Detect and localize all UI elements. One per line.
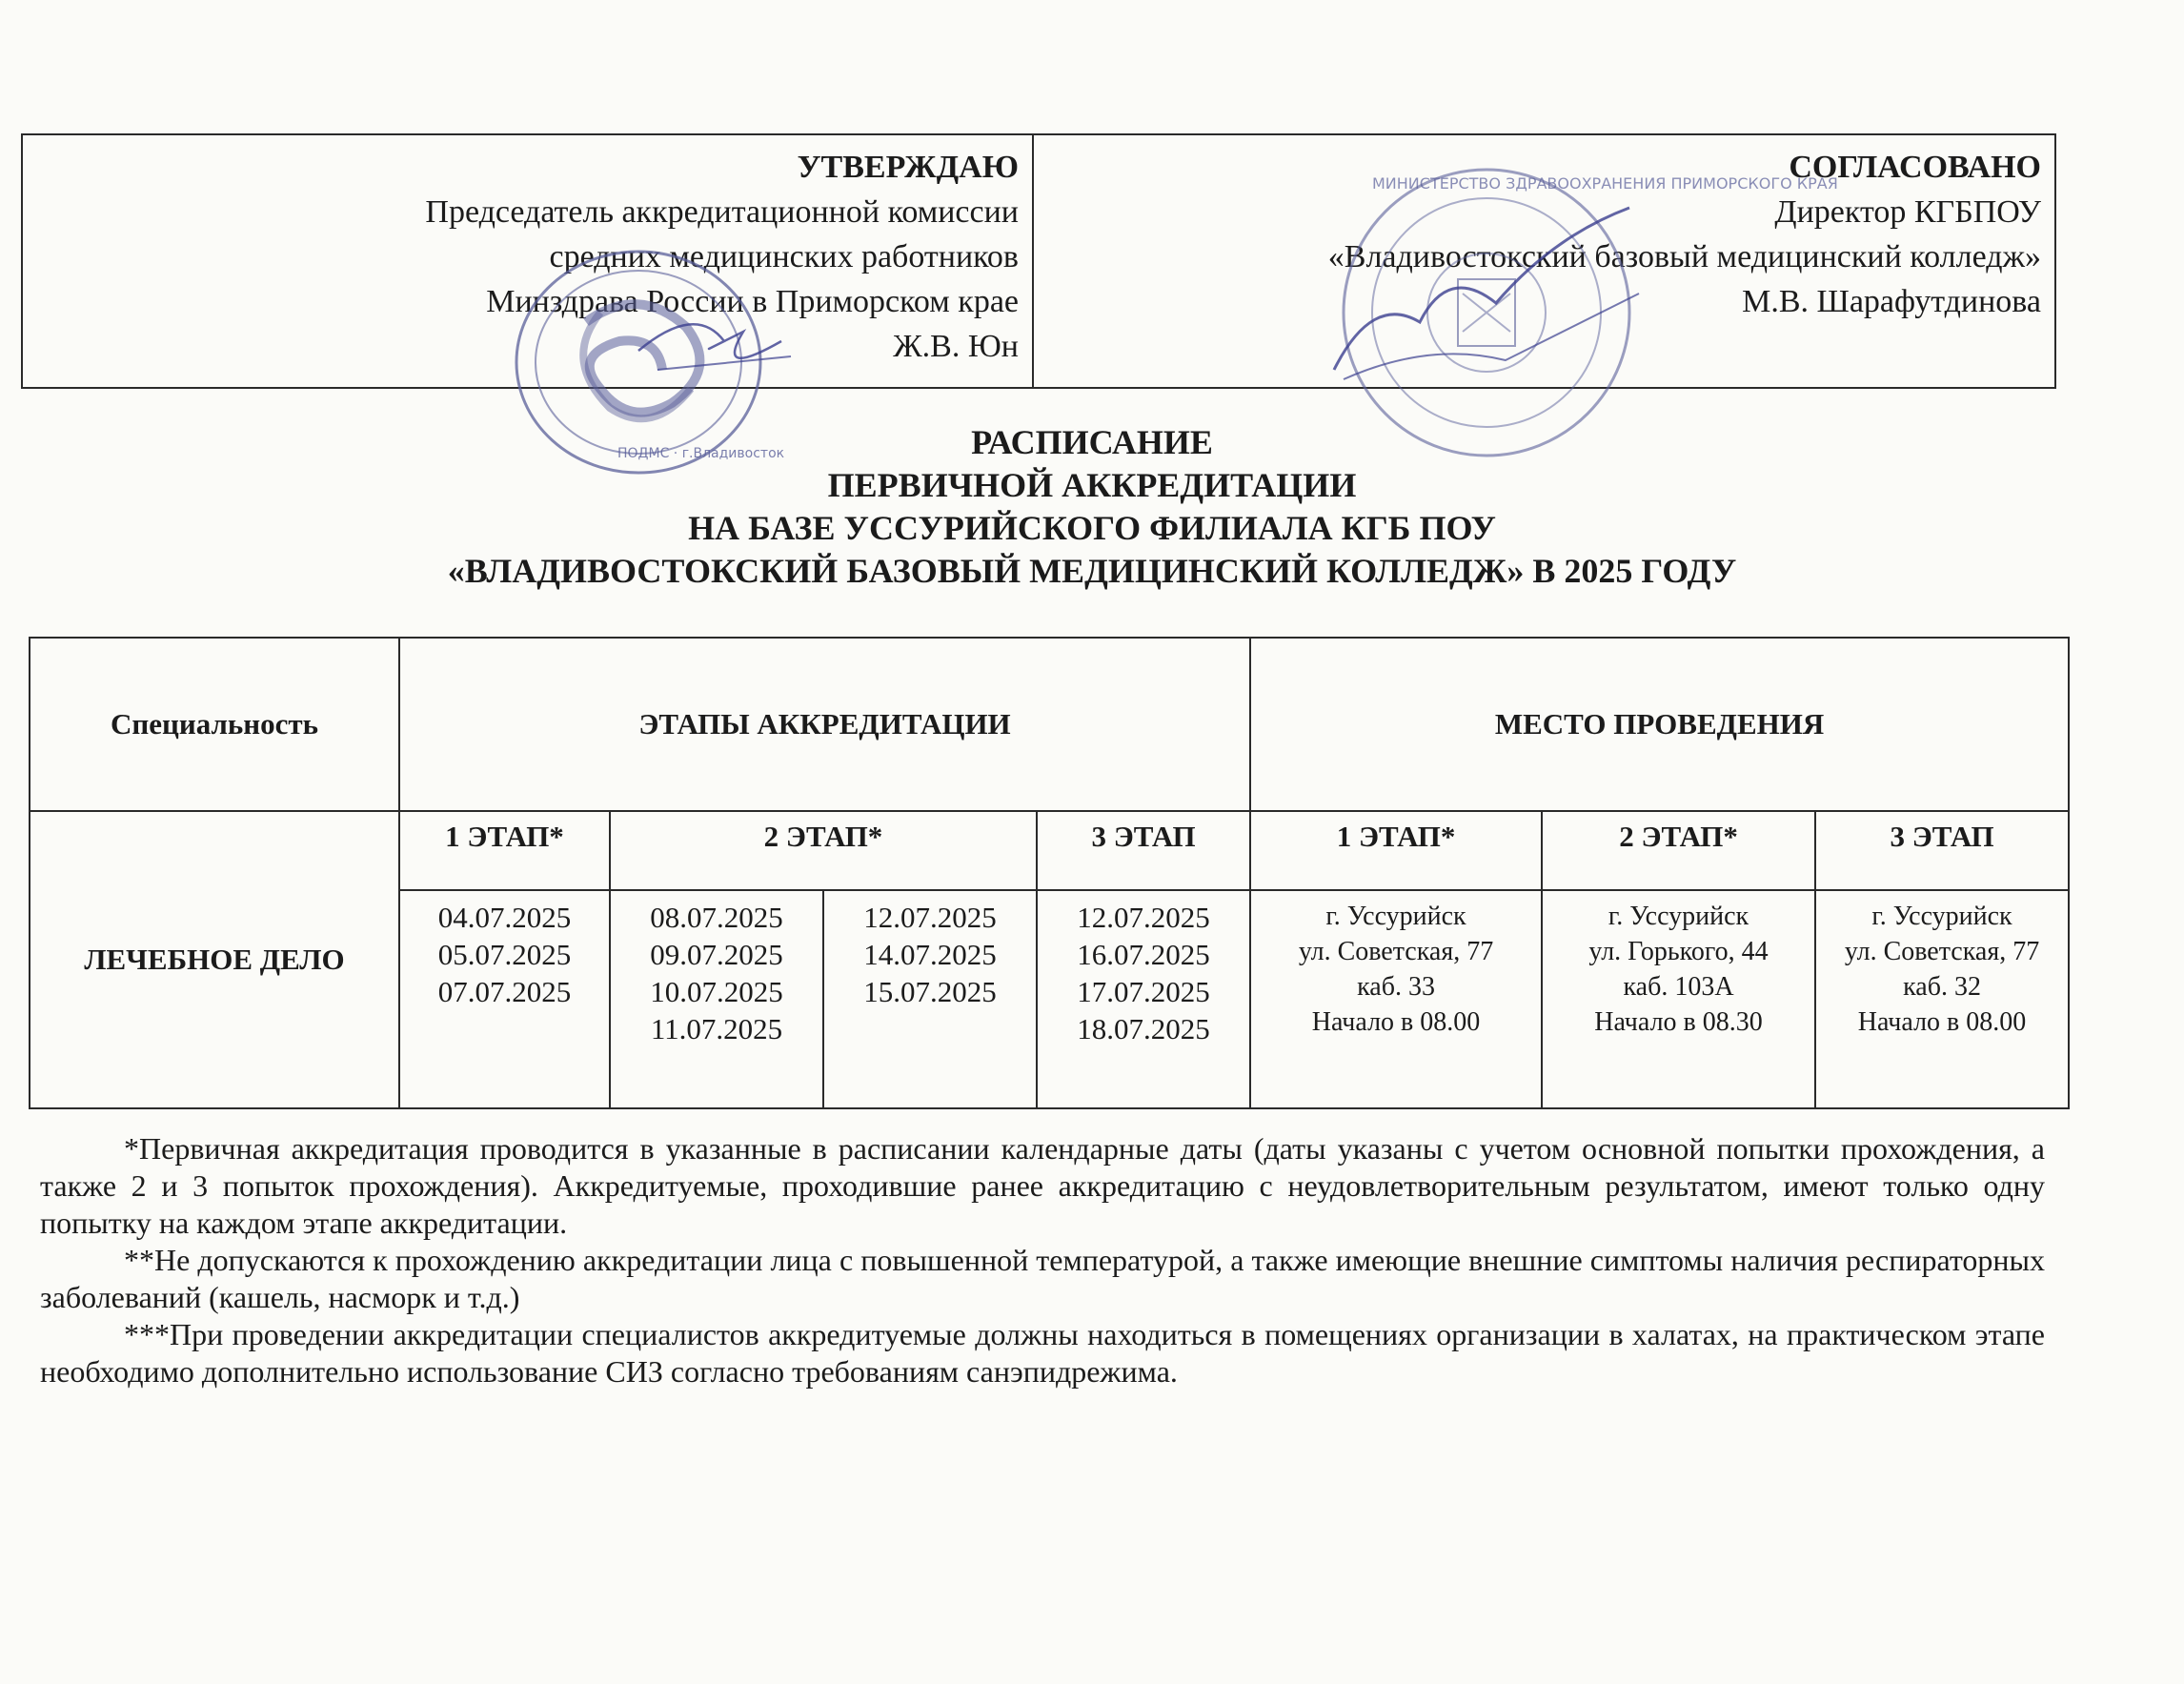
date-item: 15.07.2025	[863, 975, 997, 1008]
stage1-dates	[399, 890, 610, 1108]
approve-line: Председатель аккредитационной комиссии	[425, 194, 1019, 230]
agreed-heading: СОГЛАСОВАНО	[1789, 150, 2041, 185]
title-line: НА БАЗЕ УССУРИЙСКОГО ФИЛИАЛА КГБ ПОУ	[688, 509, 1496, 547]
date-item: 08.07.2025	[650, 901, 783, 934]
place2-cell	[1542, 890, 1815, 1108]
place-line: ул. Горького, 44	[1588, 937, 1769, 966]
approve-line: Минздрава России в Приморском крае	[486, 284, 1019, 319]
header-place: МЕСТО ПРОВЕДЕНИЯ	[1250, 638, 2069, 811]
approval-block	[21, 133, 2056, 389]
date-item: 14.07.2025	[863, 938, 997, 971]
agreed-line: «Владивостокский базовый медицинский колледж»	[1327, 239, 2041, 274]
stage3-dates	[1037, 890, 1250, 1108]
place1-cell	[1250, 890, 1542, 1108]
approve-line: средних медицинских работников	[549, 239, 1019, 274]
date-item: 04.07.2025	[437, 901, 572, 934]
stage2b-dates	[823, 890, 1037, 1108]
title-line: РАСПИСАНИЕ	[971, 423, 1213, 461]
place-line: каб. 103А	[1623, 972, 1734, 1002]
place-line: г. Уссурийск	[1608, 902, 1749, 931]
header-stages: ЭТАПЫ АККРЕДИТАЦИИ	[399, 638, 1250, 811]
date-item: 18.07.2025	[1077, 1012, 1210, 1045]
date-item: 09.07.2025	[650, 938, 783, 971]
subheader-stage2: 2 ЭТАП*	[610, 811, 1037, 890]
footnote-3: ***При проведении аккредитации специалистов аккредитуемые должны находиться в помещениях организации в халатах, на практическом этапе необходимо дополнительно использование СИЗ согласно требованиям санэпидрежима.	[40, 1317, 2045, 1389]
subheader-stage3: 3 ЭТАП	[1037, 811, 1250, 890]
footnote-1: *Первичная аккредитация проводится в указанные в расписании календарные даты (даты указаны с учетом основной попытки прохождения, а также 2 и 3 попыток прохождения). Аккредитуемые, проходившие ранее аккредитацию с неудовлетворительным результатом, имеют только одну попытку на каждом этапе аккредитации.	[40, 1131, 2045, 1240]
place-line: Начало в 08.00	[1311, 1007, 1481, 1037]
approve-signer: Ж.В. Юн	[893, 329, 1019, 364]
date-item: 17.07.2025	[1077, 975, 1210, 1008]
date-item: 05.07.2025	[437, 938, 572, 971]
date-item: 16.07.2025	[1077, 938, 1210, 971]
subheader-place3: 3 ЭТАП	[1815, 811, 2069, 890]
right-stamp-text: МИНИСТЕРСТВО ЗДРАВООХРАНЕНИЯ ПРИМОРСКОГО КРАЯ	[1372, 174, 1838, 193]
title-line: ПЕРВИЧНОЙ АККРЕДИТАЦИИ	[827, 466, 1357, 504]
subheader-stage1: 1 ЭТАП*	[399, 811, 610, 890]
place-line: каб. 32	[1903, 972, 1981, 1002]
footnotes	[40, 1130, 2045, 1390]
place-line: г. Уссурийск	[1325, 902, 1466, 931]
place-line: Начало в 08.30	[1594, 1007, 1763, 1037]
place-line: г. Уссурийск	[1871, 902, 2012, 931]
place-line: ул. Советская, 77	[1844, 937, 2040, 966]
agreed-line: Директор КГБПОУ	[1774, 194, 2041, 230]
place-line: каб. 33	[1357, 972, 1435, 1002]
approval-left	[23, 135, 1034, 387]
approve-heading: УТВЕРЖДАЮ	[797, 150, 1019, 185]
date-item: 10.07.2025	[650, 975, 783, 1008]
date-item: 12.07.2025	[1077, 901, 1210, 934]
header-specialty: Специальность	[30, 638, 399, 811]
date-item: 07.07.2025	[437, 975, 572, 1008]
specialty-cell: ЛЕЧЕБНОЕ ДЕЛО	[30, 811, 399, 1108]
subheader-place1: 1 ЭТАП*	[1250, 811, 1542, 890]
place-line: Начало в 08.00	[1857, 1007, 2027, 1037]
approval-right	[1034, 135, 2054, 387]
place-line: ул. Советская, 77	[1298, 937, 1494, 966]
schedule-table	[29, 637, 2070, 1109]
agreed-signer: М.В. Шарафутдинова	[1742, 284, 2041, 319]
subheader-place2: 2 ЭТАП*	[1542, 811, 1815, 890]
footnote-2: **Не допускаются к прохождению аккредитации лица с повышенной температурой, а также имеющие внешние симптомы наличия респираторных заболеваний (кашель, насморк и т.д.)	[40, 1243, 2045, 1314]
left-stamp-text: ПОДМС · г.Владивосток	[617, 446, 785, 461]
title-line: «ВЛАДИВОСТОКСКИЙ БАЗОВЫЙ МЕДИЦИНСКИЙ КОЛЛЕДЖ» В 2025 ГОДУ	[447, 552, 1737, 590]
date-item: 11.07.2025	[650, 1012, 783, 1045]
document-title	[0, 421, 2184, 593]
place3-cell	[1815, 890, 2069, 1108]
stage2a-dates	[610, 890, 823, 1108]
date-item: 12.07.2025	[863, 901, 997, 934]
